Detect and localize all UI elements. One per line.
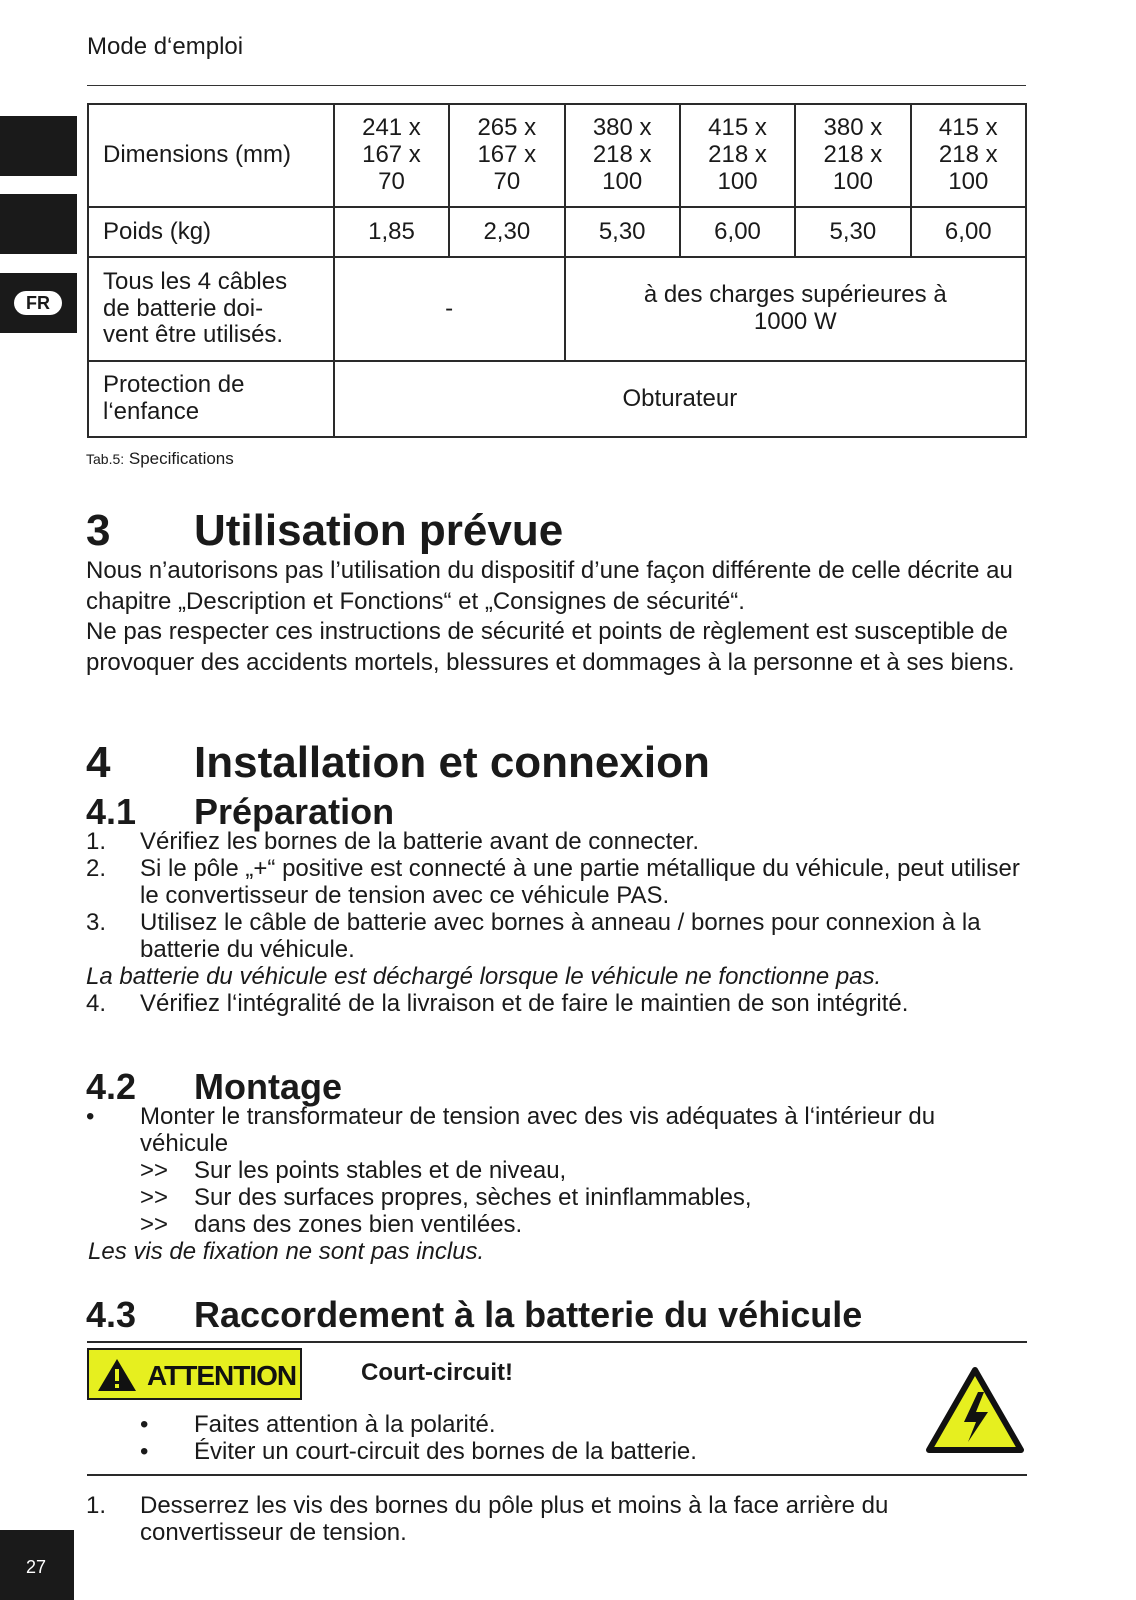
warning-triangle-icon: [97, 1358, 137, 1392]
table-row: [88, 257, 1026, 361]
list-item: [86, 909, 1026, 963]
subsection-number: 4.3: [86, 1294, 137, 1335]
list-text: Si le pôle „+“ positive est connecté à une partie métallique du véhicule, peut utiliser le convertisseur de tension avec ce véhicule PAS.: [140, 855, 1020, 909]
warning-title: Court-circuit!: [361, 1359, 513, 1386]
list-item: [86, 1103, 1026, 1157]
sub-bullet: >>: [140, 1184, 169, 1211]
table-caption: [86, 449, 234, 469]
list-item: [86, 828, 1026, 855]
list-text: Vérifiez l‘intégralité de la livraison et de faire le maintien de son intégrité.: [140, 990, 909, 1017]
warning-bottom-divider: [87, 1474, 1027, 1476]
warning-top-divider: [87, 1341, 1027, 1343]
table-cell: 6,00: [680, 207, 795, 257]
row-label: Tous les 4 câbles de batterie doi- vent être utilisés.: [88, 257, 334, 361]
subsection-title: Montage: [194, 1066, 342, 1107]
note: La batterie du véhicule est déchargé lorsque le véhicule ne fonctionne pas.: [86, 963, 882, 990]
table-cell: 380 x 218 x 100: [565, 104, 680, 207]
high-voltage-icon: [926, 1366, 1024, 1454]
table-cell: 415 x 218 x 100: [680, 104, 795, 207]
list-item: [86, 990, 1026, 1017]
table-cell: -: [334, 257, 565, 361]
attention-label: ATTENTION: [147, 1360, 297, 1391]
caption-text: Specifications: [128, 449, 234, 468]
language-tab-fr[interactable]: [0, 273, 77, 333]
section-number: 4: [86, 738, 111, 787]
side-tab: [0, 194, 77, 254]
table-cell: 380 x 218 x 100: [795, 104, 910, 207]
list-number: 2.: [86, 855, 107, 882]
side-tab: [0, 116, 77, 176]
list-number: 3.: [86, 909, 107, 936]
list-text: Sur des surfaces propres, sèches et ininflammables,: [194, 1184, 752, 1211]
sub-list-item: [140, 1157, 1020, 1184]
table-cell: 241 x 167 x 70: [334, 104, 449, 207]
paragraph: Ne pas respecter ces instructions de sécurité et points de règlement est susceptible de provoquer des accidents mortels, blessures et dommages à la personne et à ses biens.: [86, 618, 1015, 676]
language-label: FR: [14, 291, 62, 315]
section-heading: [86, 738, 1026, 790]
paragraph: Nous n’autorisons pas l’utilisation du dispositif d’une façon différente de celle décrite au chapitre „Description et Fonctions“ et „Consignes de sécurité“.: [86, 557, 1013, 615]
header-divider: [87, 85, 1026, 86]
warning-bullet: [140, 1411, 900, 1438]
list-item: [86, 1492, 1026, 1546]
row-label: Protection de l‘enfance: [88, 361, 334, 437]
table-row: [88, 207, 1026, 257]
list-text: Sur les points stables et de niveau,: [194, 1157, 567, 1184]
attention-badge: [87, 1348, 302, 1400]
section-number: 3: [86, 506, 111, 555]
table-cell: 1,85: [334, 207, 449, 257]
page-number-box: [0, 1530, 74, 1600]
sub-list-item: [140, 1211, 1020, 1238]
list-text: Éviter un court-circuit des bornes de la batterie.: [194, 1438, 697, 1465]
page-number: 27: [26, 1557, 47, 1577]
subsection-heading: [86, 1066, 1026, 1108]
list-number: 1.: [86, 828, 107, 855]
bullet: •: [86, 1103, 95, 1130]
table-cell: Obturateur: [334, 361, 1026, 437]
table-cell: 6,00: [911, 207, 1026, 257]
subsection-title: Raccordement à la batterie du véhicule: [194, 1294, 863, 1335]
list-number: 4.: [86, 990, 107, 1017]
list-text: Utilisez le câble de batterie avec bornes à anneau / bornes pour connexion à la batterie du véhicule.: [140, 909, 981, 963]
section-title: Installation et connexion: [194, 738, 710, 787]
table-cell: à des charges supérieures à 1000 W: [565, 257, 1027, 361]
row-label: Poids (kg): [88, 207, 334, 257]
subsection-number: 4.1: [86, 791, 137, 832]
warning-bullet: [140, 1438, 900, 1465]
section-heading: [86, 506, 1026, 558]
table-cell: 5,30: [795, 207, 910, 257]
subsection-heading: [86, 791, 1026, 833]
list-text: dans des zones bien ventilées.: [194, 1211, 523, 1238]
list-text: Monter le transformateur de tension avec des vis adéquates à l‘intérieur du véhicule: [140, 1103, 936, 1157]
note: Les vis de fixation ne sont pas inclus.: [88, 1238, 485, 1265]
table-row: [88, 104, 1026, 207]
row-label: Dimensions (mm): [88, 104, 334, 207]
list-text: Faites attention à la polarité.: [194, 1411, 496, 1438]
table-cell: 415 x 218 x 100: [911, 104, 1026, 207]
table-row: [88, 361, 1026, 437]
subsection-number: 4.2: [86, 1066, 137, 1107]
caption-prefix: Tab.5:: [86, 451, 125, 467]
section-title: Utilisation prévue: [194, 506, 564, 555]
bullet: •: [140, 1411, 149, 1438]
list-number: 1.: [86, 1492, 107, 1519]
table-cell: 2,30: [449, 207, 564, 257]
sub-list-item: [140, 1184, 1020, 1211]
list-item: [86, 855, 1026, 909]
sub-bullet: >>: [140, 1211, 169, 1238]
table-cell: 5,30: [565, 207, 680, 257]
subsection-title: Préparation: [194, 791, 395, 832]
specifications-table: [87, 103, 1027, 438]
bullet: •: [140, 1438, 149, 1465]
table-cell: 265 x 167 x 70: [449, 104, 564, 207]
document-title: Mode d‘emploi: [87, 33, 244, 60]
subsection-heading: [86, 1294, 1026, 1336]
list-text: Vérifiez les bornes de la batterie avant de connecter.: [140, 828, 700, 855]
sub-bullet: >>: [140, 1157, 169, 1184]
list-text: Desserrez les vis des bornes du pôle plus et moins à la face arrière du convertisseur de tension.: [140, 1492, 889, 1546]
